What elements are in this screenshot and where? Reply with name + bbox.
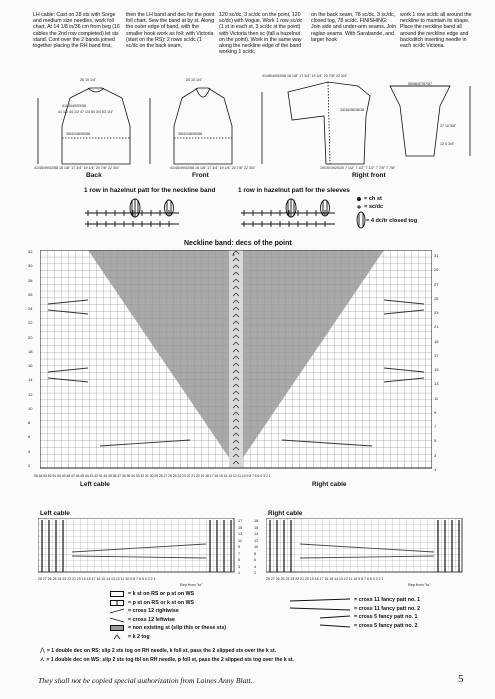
legend-item-non-existing: = non existing st (slip this or these sts) bbox=[110, 624, 226, 633]
double-dec-rs-icon: ⋀ bbox=[40, 648, 45, 654]
right-front-label: Right front bbox=[352, 172, 386, 179]
neckline-row-caption: 1 row in hazelnut patt for the neckline band bbox=[84, 187, 216, 194]
right-cable-stitch-numbers: 28 27 26 25 24 23 22 21 20 19 18 17 16 15 14 13 12 11 10 9 8 7 6 5 4 3 2 1 bbox=[266, 577, 384, 581]
left-cable-chart bbox=[38, 518, 236, 574]
cross-11-1-symbol bbox=[290, 597, 350, 603]
back-top-dim: 26 10 1/4" bbox=[80, 78, 97, 82]
legend-item-k2tog: = k 2 tog bbox=[110, 633, 226, 642]
legend-dec-rs: ⋀ = 1 double dec on RS: slip 2 sts tog on RH needle, k foll st, pass the 2 slipped sts over the k st. bbox=[40, 647, 277, 654]
legend-item-cross-5-1: = cross 5 fancy patt no. 1 bbox=[290, 613, 420, 622]
k-st-symbol bbox=[110, 591, 124, 597]
right-front-note-3: 55/56/57/57/57 bbox=[408, 82, 432, 86]
legend-left bbox=[110, 590, 226, 641]
sleeve-row-caption: 1 row in hazelnut patt for the sleeves bbox=[238, 187, 350, 194]
instructions-column-3: 120 sc/dc, 3 sc/dc on the point, 120 sc/dc) with Vogue. Work 1 row sc/dc (1 st in each st, 3 sc/dc st the point) with Victoria then sc (fall a hazelnut on the point). Work in the same way along the neckline edge of the band working 1 sc/dc bbox=[219, 12, 303, 56]
back-mid: 38/42/46/50/56 bbox=[66, 132, 90, 136]
right-cable-rep-note: Rep from "to" bbox=[408, 583, 431, 587]
instructions-column-5: work 1 row sc/dc all around the neckline to maintain its shape. Place the neckline band all around the neckline edge and backstitch inserting needle in each sc/dc Victoria. bbox=[400, 12, 472, 50]
front-label: Front bbox=[192, 172, 209, 179]
front-bottom-dim: 41/45/49/53/58 16 1/8" 17 3/4" 19 1/4" 20 7/8" 22 3/4" bbox=[170, 166, 256, 170]
legend-item-cross-11-1: = cross 11 fancy patt no. 1 bbox=[290, 596, 420, 605]
right-front-note-2: 12 4 3/4" bbox=[440, 142, 455, 146]
legend-item-p-st: = p st on RS or k st on WS bbox=[110, 599, 226, 608]
cross-5-1-symbol bbox=[290, 614, 350, 620]
legend-dc-tog: = 4 dc/tr closed tog bbox=[366, 218, 418, 224]
right-cable-title: Right cable bbox=[268, 510, 303, 517]
legend-dec-ws: ⋏ = 1 double dec on WS: slip 2 sts tog tbl on RH needle, p foll st, pass the 2 slipped sts tog over the k st. bbox=[40, 656, 294, 663]
neckline-chart-grid bbox=[40, 250, 432, 472]
page-number: 5 bbox=[458, 673, 464, 685]
cross-5-2-symbol bbox=[290, 623, 350, 629]
instructions-column-1: LH cable: Cast on 28 sts with Sorge and medium size needles, work foll chart. At 14 1/8 in/36 cm from beg (16 cables the 2nd row completed) let sts stand. Cont over the 2 bands joined together placing the RH band first, bbox=[33, 12, 120, 50]
non-existing-symbol bbox=[110, 625, 124, 631]
neckline-right-cable-label: Right cable bbox=[312, 481, 347, 488]
legend-item-cross-11-2: = cross 11 fancy patt no. 2 bbox=[290, 605, 420, 614]
svg-text:⩚: ⩚ bbox=[232, 252, 235, 258]
back-width: 41 1/2 44 1/2 47 1/4 50 3/4 53 1/4" bbox=[58, 110, 114, 114]
right-front-top-dim: 41/45/49/53/58 16 1/8" 17 3/4" 19 1/4" 20 7/8" 22 3/4" bbox=[262, 74, 348, 78]
right-cable-row-numbers: 18 16 14 12 10 8 6 4 2 bbox=[254, 519, 259, 575]
cross-right-symbol bbox=[110, 608, 124, 614]
k2tog-symbol bbox=[110, 634, 124, 640]
right-front-note-1: 27 10 5/8" bbox=[440, 124, 457, 128]
left-cable-rep-note: Rep from "to" bbox=[180, 583, 203, 587]
legend-right bbox=[290, 596, 420, 630]
left-cable-title: Left cable bbox=[40, 510, 70, 517]
legend-ch-st: = ch st bbox=[364, 196, 382, 202]
right-front-bottom-dim: 19/19/19/20/20 7 1/2" 7 1/2" 7 1/2" 7 7/8" 7 7/8" bbox=[320, 166, 396, 170]
left-cable-row-numbers: 17 15 13 11 9 7 5 3 1 bbox=[238, 519, 243, 575]
instructions-column-4: on the back seam, 78 sc/dc, 3 sc/dc, closed tog, 78 sc/dc. FINISHING: Join side and under-arm seams. Join raglan seams. With Sarabande, and larger hook bbox=[311, 12, 397, 43]
schematics-drawing bbox=[30, 76, 480, 176]
back-sizes: 41/45/49/53/58 bbox=[62, 104, 86, 108]
instructions-column-2: then the LH band and dec for the point foll chart. Sew the band at by st. Along the outer edge of band, with the smaller hook work as foll: with Victoria (start on the RS): 2 rows sc/dc (1 sc/dc on the back seam, bbox=[126, 12, 215, 50]
neckline-chart-title: Neckline band: decs of the point bbox=[184, 240, 292, 247]
legend-item-cross-12-left: = cross 12 leftwise bbox=[110, 616, 226, 625]
cross-left-symbol bbox=[110, 617, 124, 623]
copyright-footer: They shall not be copied special authorization from Laines Anny Blatt. bbox=[38, 676, 253, 685]
right-cable-chart bbox=[266, 518, 464, 574]
front-top-dim: 26 10 1/4" bbox=[186, 78, 203, 82]
legend-item-cross-5-2: = cross 5 fancy patt no. 2 bbox=[290, 622, 420, 631]
cross-11-2-symbol bbox=[290, 606, 350, 612]
back-bottom-dim: 41/45/49/53/58 16 1/8" 17 3/4" 19 1/4" 20 7/8" 22 3/4" bbox=[34, 166, 120, 170]
neckline-row-numbers-right: 31 29 27 25 23 21 19 17 15 13 11 9 7 5 3 1 bbox=[434, 254, 439, 472]
front-mid: 38/42/46/50/56 bbox=[178, 132, 202, 136]
right-front-mid: 34/34/38/38/38 bbox=[340, 108, 364, 112]
neckline-row-numbers-left: 32 30 28 26 24 22 20 18 16 14 12 10 8 6 4 2 bbox=[28, 250, 33, 468]
neckline-left-cable-label: Left cable bbox=[80, 481, 110, 488]
p-st-symbol bbox=[110, 600, 124, 606]
neckline-stitch-numbers: 55 54 53 52 51 50 49 48 47 46 45 44 43 42 41 40 39 38 37 36 35 34 33 32 31 30 29 28 27 26 25 24 23 22 21 20 19 18 17 16 15 14 13 12 11 10 9 8 7 6 5 4 3 2 1 bbox=[34, 474, 271, 478]
double-dec-ws-icon: ⋏ bbox=[40, 657, 45, 663]
back-label: Back bbox=[86, 172, 102, 179]
legend-sc-dc: = sc/dc bbox=[364, 204, 384, 210]
left-cable-stitch-numbers: 28 27 26 25 24 23 22 21 20 19 18 17 16 15 14 13 12 11 10 9 8 7 6 5 4 3 2 1 bbox=[38, 577, 156, 581]
legend-item-k-st: = k st on RS or p st on WS bbox=[110, 590, 226, 599]
legend-item-cross-12-right: = cross 12 rightwise bbox=[110, 607, 226, 616]
